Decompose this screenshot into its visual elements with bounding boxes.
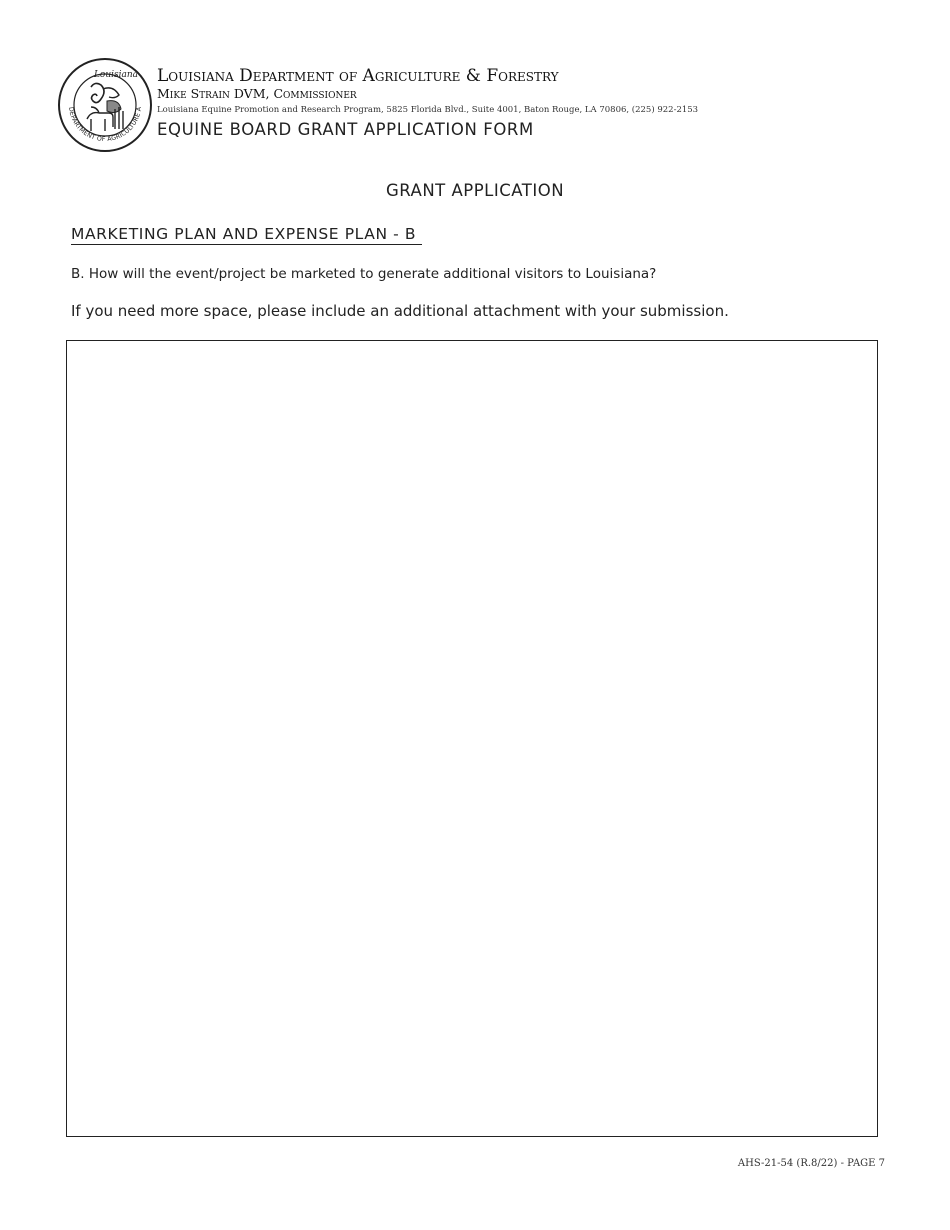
commissioner-name: Mike Strain DVM, Commissioner xyxy=(157,86,357,101)
seal-ring-text: DEPARTMENT OF AGRICULTURE A xyxy=(66,106,144,144)
seal-graphic xyxy=(57,57,153,153)
marketing-plan-answer-field[interactable] xyxy=(66,340,878,1137)
program-address: Louisiana Equine Promotion and Research Program, 5825 Florida Blvd., Suite 4001, Baton Rouge, LA 70806, (225) 922-2153 xyxy=(157,105,699,115)
form-code: AHS-21-54 (R.8/22) - PAGE 7 xyxy=(737,1158,885,1169)
department-name: Louisiana Department of Agriculture & Forestry xyxy=(157,66,559,86)
louisiana-agriculture-seal-icon xyxy=(57,57,153,153)
seal-top-text: Louisiana xyxy=(93,70,139,80)
form-title: EQUINE BOARD GRANT APPLICATION FORM xyxy=(157,120,534,139)
additional-space-note: If you need more space, please include an additional attachment with your submission. xyxy=(71,302,729,320)
section-heading: MARKETING PLAN AND EXPENSE PLAN - B xyxy=(71,225,422,245)
letterhead xyxy=(157,66,698,139)
question-text: B. How will the event/project be marketed to generate additional visitors to Louisiana? xyxy=(71,266,657,282)
page-heading: GRANT APPLICATION xyxy=(385,181,565,200)
